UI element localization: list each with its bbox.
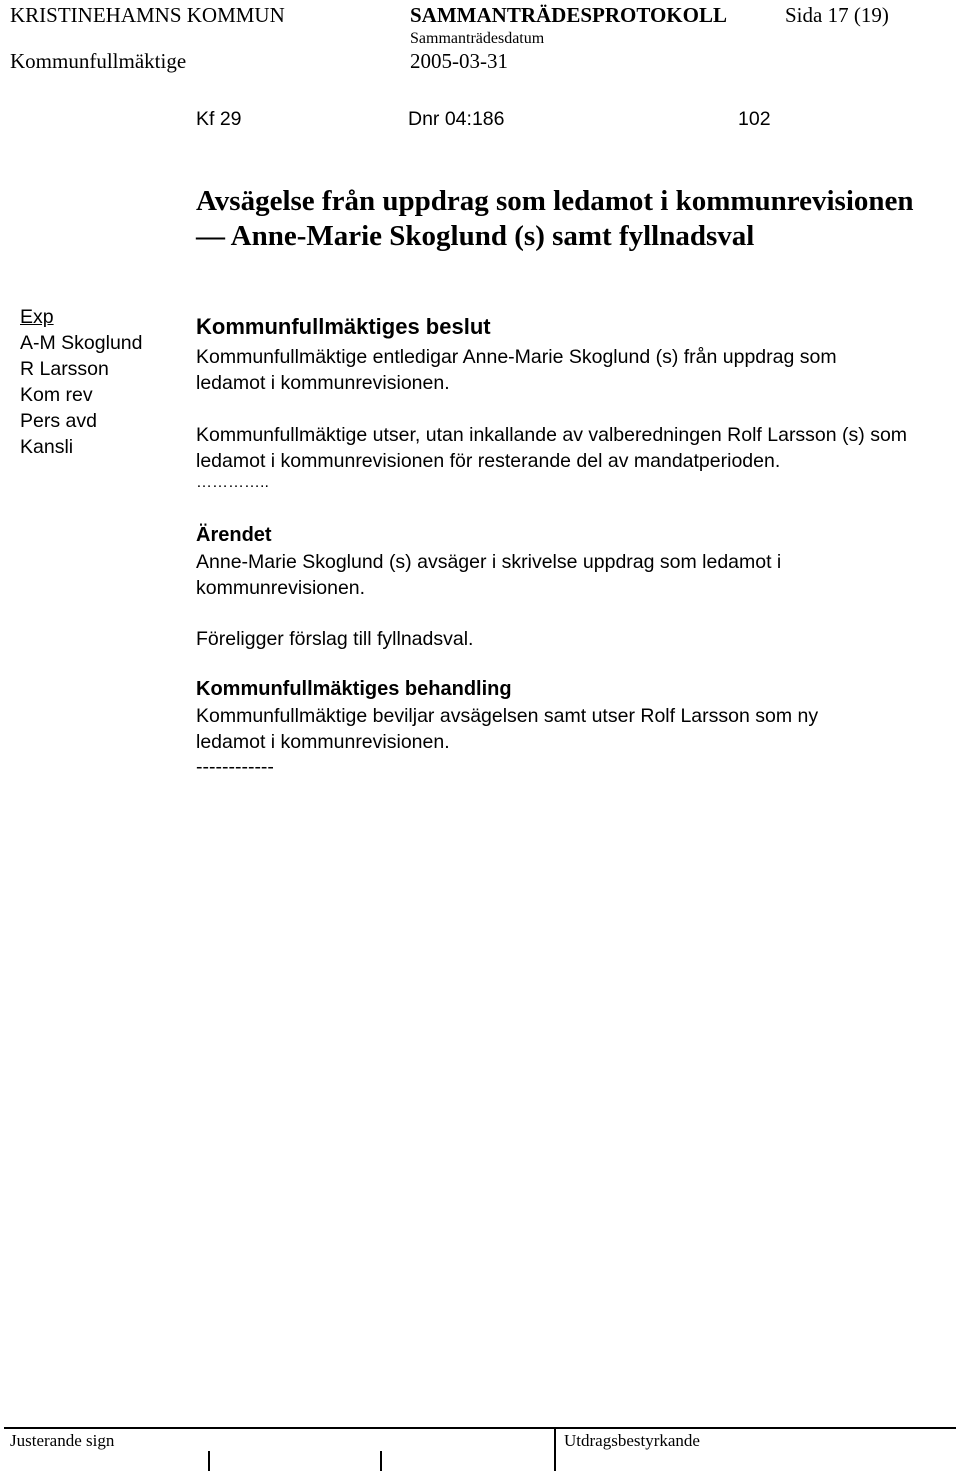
document-title: Avsägelse från uppdrag som ledamot i kommunrevisionen — Anne-Marie Skoglund (s) samt fyllnadsval — [196, 185, 914, 252]
distribution-item: Kansli — [20, 436, 74, 458]
sign-box-divider-2 — [380, 1451, 382, 1471]
dnr-reference: Dnr 04:186 — [408, 108, 505, 130]
footer-divider — [554, 1427, 556, 1471]
decision-paragraph-1: Kommunfullmäktige entledigar Anne-Marie Skoglund (s) från uppdrag som ledamot i kommunrevisionen. — [196, 346, 837, 394]
signature-label: Justerande sign — [10, 1431, 115, 1450]
sign-box-divider-1 — [208, 1451, 210, 1471]
protocol-title: SAMMANTRÄDESPROTOKOLL — [410, 3, 727, 27]
matter-paragraph-1: Anne-Marie Skoglund (s) avsäger i skrivelse uppdrag som ledamot i kommunrevisionen. — [196, 551, 782, 599]
handling-dashes: ------------ — [196, 756, 274, 778]
footer-top-rule — [4, 1427, 956, 1429]
decision-paragraph-2: Kommunfullmäktige utser, utan inkallande av valberedningen Rolf Larsson (s) som ledamot i kommunrevisionen för resterande del av mandatperioden. — [196, 424, 908, 472]
meeting-date: 2005-03-31 — [410, 49, 508, 73]
kf-reference: Kf 29 — [196, 108, 242, 130]
municipality-name: KRISTINEHAMNS KOMMUN — [10, 3, 285, 27]
council-name: Kommunfullmäktige — [10, 49, 187, 73]
date-label: Sammanträdesdatum — [410, 30, 545, 47]
decision-heading: Kommunfullmäktiges beslut — [196, 314, 491, 339]
distribution-item: R Larsson — [20, 358, 109, 380]
decision-dots: ………….. — [196, 474, 269, 491]
distribution-list — [20, 304, 142, 460]
matter-paragraph-2: Föreligger förslag till fyllnadsval. — [196, 628, 474, 650]
matter-heading: Ärendet — [196, 524, 272, 546]
distribution-exp: Exp — [20, 306, 54, 328]
handling-heading: Kommunfullmäktiges behandling — [196, 678, 512, 700]
paragraph-number: 102 — [738, 108, 771, 130]
distribution-item: A-M Skoglund — [20, 332, 143, 354]
distribution-item: Kom rev — [20, 384, 93, 406]
page-number: Sida 17 (19) — [785, 3, 889, 27]
distribution-item: Pers avd — [20, 410, 97, 432]
handling-paragraph: Kommunfullmäktige beviljar avsägelsen samt utser Rolf Larsson som ny ledamot i kommunrevisionen. — [196, 705, 819, 753]
extract-certification-label: Utdragsbestyrkande — [564, 1431, 700, 1450]
